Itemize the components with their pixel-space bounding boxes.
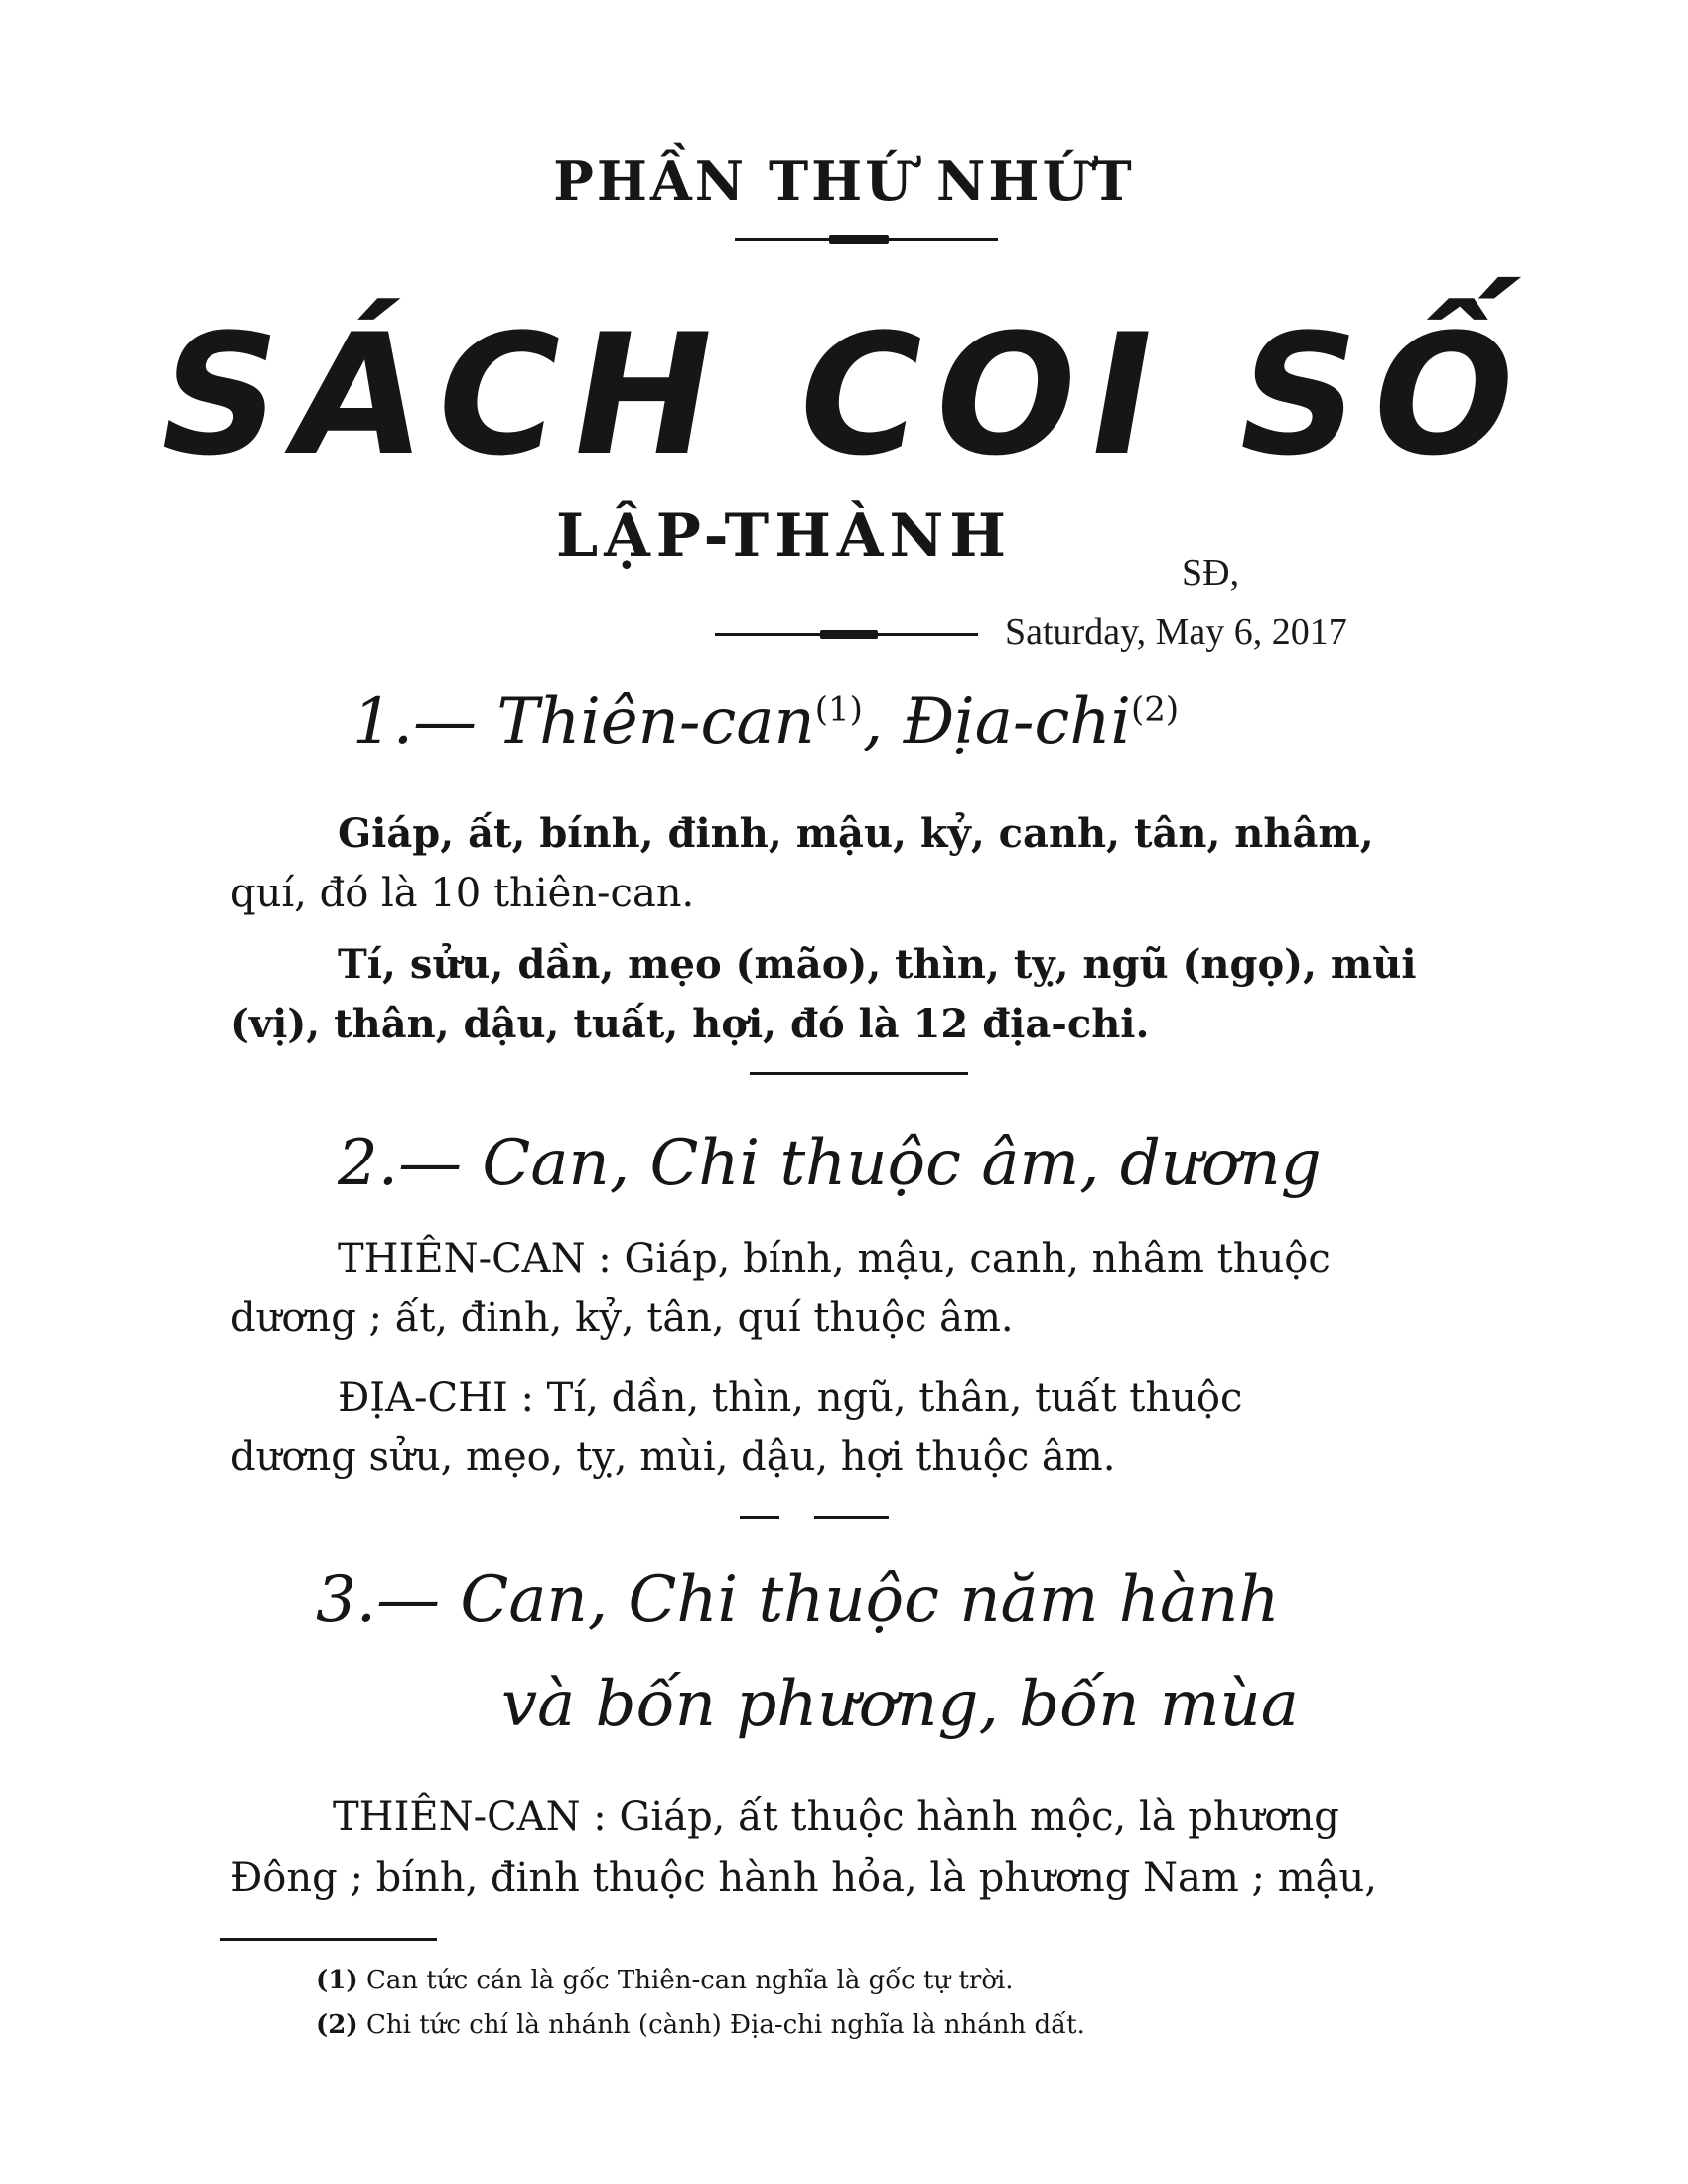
footnote-2 [316, 2010, 1085, 2040]
section-1-term-a: Thiên-can [496, 685, 815, 758]
section-1-para-1-line-1 [338, 804, 1374, 864]
section-2-para-2-line-1: ĐỊA-CHI : Tí, dần, thìn, ngũ, thân, tuất thuộc [338, 1375, 1243, 1421]
text-line: Giáp, ất, bính, đinh, mậu, kỷ, canh, tân, nhâm, [338, 810, 1374, 857]
section-2-heading: 2.— Can, Chi thuộc âm, dương [338, 1127, 1322, 1200]
footnote-text: Chi tức chí là nhánh (cành) Địa-chi nghĩa là nhánh dất. [365, 2010, 1085, 2040]
footnote-ref-1: (1) [814, 689, 863, 730]
footnote-rule [220, 1938, 437, 1941]
footnote-ref-2: (2) [1131, 689, 1180, 730]
text-line: Tí, sửu, dần, mẹo (mão), thìn, tỵ, ngũ (ngọ), mùi [338, 941, 1417, 988]
section-divider [750, 1072, 968, 1075]
book-subtitle: LẬP-THÀNH [556, 501, 1012, 571]
section-divider [814, 1516, 889, 1519]
part-title: PHẦN THỨ NHỨT [553, 149, 1135, 212]
section-2-para-1-line-2: dương ; ất, đinh, kỷ, tân, quí thuộc âm. [230, 1296, 1014, 1341]
section-3-para-1-line-2: Đông ; bính, đinh thuộc hành hỏa, là phương Nam ; mậu, [230, 1855, 1377, 1901]
section-3-heading-line-1: 3.— Can, Chi thuộc năm hành [316, 1564, 1280, 1637]
section-1-para-2-line-1 [338, 935, 1417, 995]
divider-ornament [829, 235, 889, 244]
section-divider [740, 1516, 779, 1519]
section-1-para-1-line-2: quí, đó là 10 thiên-can. [230, 871, 695, 916]
section-1-term-b: Địa-chi [903, 685, 1132, 758]
text-line: (vị), thân, dậu, tuất, hợi, đó là 12 địa-chi. [230, 1001, 1150, 1047]
divider-ornament [820, 630, 878, 639]
footnote-text: Can tức cán là gốc Thiên-can nghĩa là gốc tự trời. [365, 1966, 1014, 1995]
section-1-para-2-line-2 [230, 995, 1149, 1054]
section-2-para-2-line-2: dương sửu, mẹo, tỵ, mùi, dậu, hợi thuộc âm. [230, 1434, 1116, 1480]
section-1-separator: , [862, 685, 884, 758]
section-1-heading [352, 685, 1179, 758]
book-title: SÁCH COI SỐ [142, 298, 1546, 492]
footnote-number: (2) [316, 2010, 358, 2040]
section-3-heading-line-2: và bốn phương, bốn mùa [501, 1668, 1299, 1741]
section-2-para-1-line-1: THIÊN-CAN : Giáp, bính, mậu, canh, nhâm thuộc [338, 1236, 1331, 1282]
footnote-1 [316, 1966, 1014, 1995]
section-1-number: 1.— [352, 685, 478, 758]
stamp-date: Saturday, May 6, 2017 [1005, 612, 1347, 653]
section-3-para-1-line-1: THIÊN-CAN : Giáp, ất thuộc hành mộc, là phương [333, 1794, 1339, 1840]
footnote-number: (1) [316, 1966, 358, 1995]
stamp-line-1: SĐ, [1182, 552, 1240, 594]
